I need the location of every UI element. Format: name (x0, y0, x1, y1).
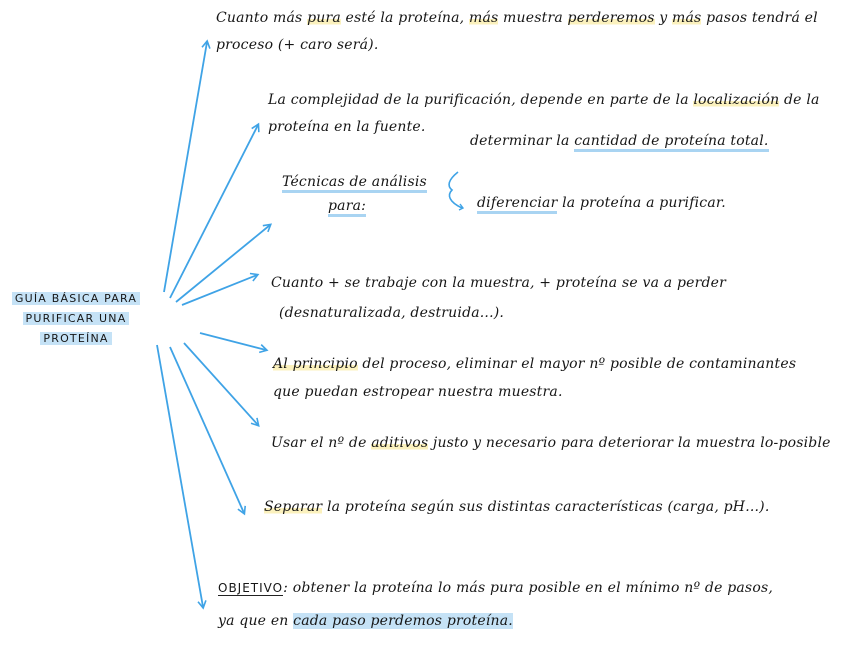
note-techniques-label: Técnicas de análisis para: (282, 170, 427, 218)
highlight-cada-paso: cada paso perdemos proteína. (293, 613, 513, 629)
central-title (2, 289, 150, 349)
objective-label: OBJETIVO (218, 581, 284, 595)
note-additives: Usar el nº de aditivos justo y necesario para deteriorar la muestra lo-posible (271, 435, 831, 451)
arrow-7 (170, 347, 244, 513)
highlight-aditivos: aditivos (371, 435, 429, 451)
highlight-separar: Separar (264, 499, 323, 515)
note-handling-loss: Cuanto + se trabaje con la muestra, + proteína se va a perder (desnaturalizada, destruida...). (271, 275, 727, 321)
arrow-2 (170, 125, 258, 298)
title-line-1: GUÍA BÁSICA PARA (12, 292, 140, 305)
note-complexity: La complejidad de la purificación, depende en parte de la localización de la proteína en la fuente. (268, 92, 820, 135)
note-technique-option-1: determinar la cantidad de proteína total. (470, 128, 769, 155)
note-objective: OBJETIVO: obtener la proteína lo más pura posible en el mínimo nº de pasos, ya que en cada paso perdemos proteína. (218, 580, 773, 629)
highlight-pura: pura (307, 10, 341, 26)
arrow-6 (184, 343, 258, 425)
note-technique-option-2: diferenciar la proteína a purificar. (477, 190, 726, 217)
arrow-5 (200, 333, 266, 350)
note-contaminants: Al principio del proceso, eliminar el mayor nº posible de contaminantes que puedan estropear nuestra muestra. (273, 356, 797, 400)
arrow-1 (164, 42, 207, 292)
highlight-principio: Al principio (273, 356, 358, 372)
highlight-localizacion: localización (693, 92, 780, 108)
note-separate: Separar la proteína según sus distintas características (carga, pH...). (264, 499, 770, 515)
title-line-3: PROTEÍNA (40, 332, 111, 345)
arrow-4 (182, 275, 257, 305)
note-purity: Cuanto más pura esté la proteína, más muestra perderemos y más pasos tendrá el proceso (+ caro será). (216, 10, 818, 53)
brace (449, 172, 462, 208)
arrow-8 (157, 345, 203, 607)
title-line-2: PURIFICAR UNA (23, 312, 130, 325)
arrow-3 (176, 225, 270, 302)
